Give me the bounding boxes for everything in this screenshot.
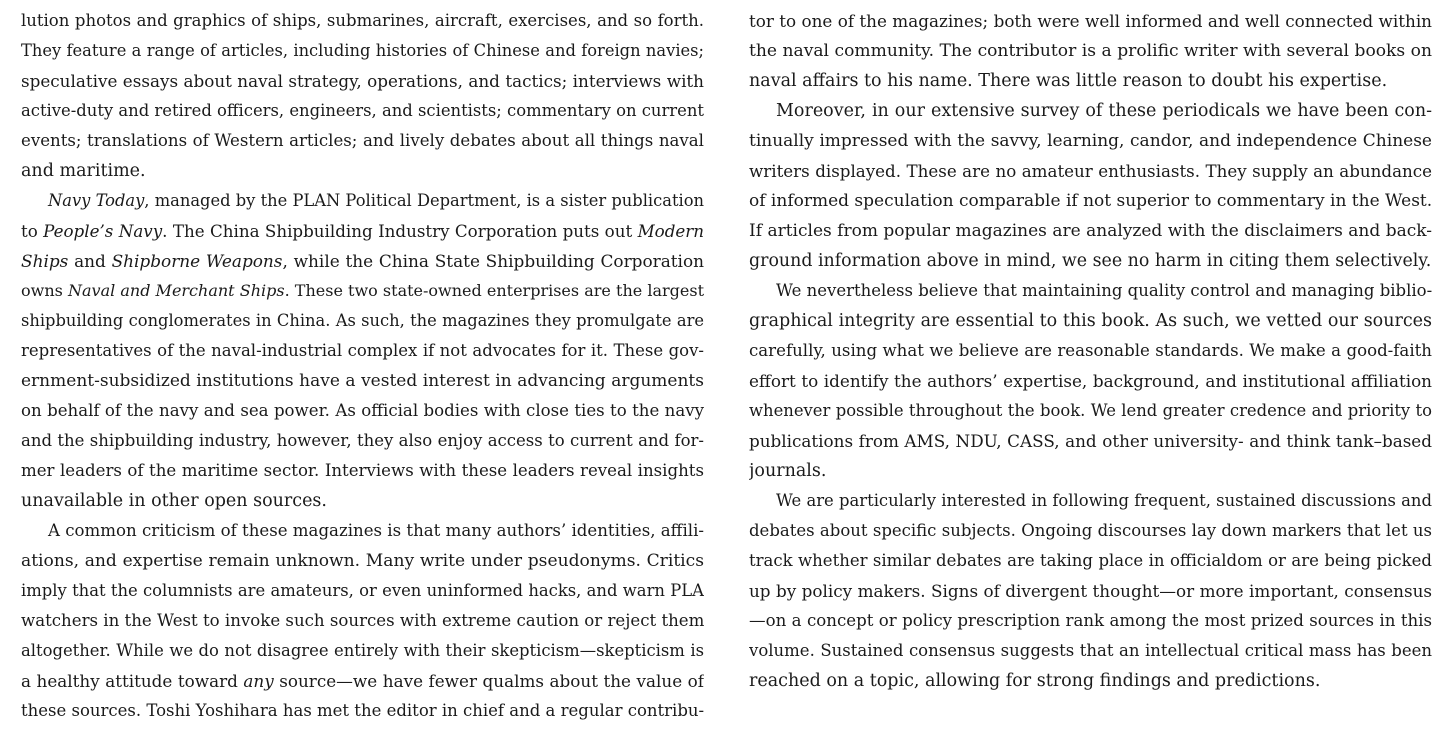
text-segment: unavailable in other open sources. bbox=[21, 491, 327, 511]
text-line bbox=[21, 636, 704, 666]
text-line bbox=[21, 66, 704, 96]
text-segment: They feature a range of articles, including histories of Chinese and foreign navies; bbox=[21, 41, 704, 60]
text-segment: If articles from popular magazines are analyzed with the disclaimers and back- bbox=[749, 221, 1432, 241]
text-segment: publications from AMS, NDU, CASS, and other university- and think tank–based bbox=[749, 431, 1432, 451]
text-line bbox=[21, 486, 704, 516]
text-line bbox=[21, 6, 704, 36]
left-column bbox=[21, 6, 704, 726]
text-segment: a healthy attitude toward bbox=[21, 671, 244, 691]
text-line bbox=[21, 36, 704, 66]
text-segment: . These two state-owned enterprises are the largest bbox=[284, 281, 704, 300]
text-segment: lution photos and graphics of ships, submarines, aircraft, exercises, and so forth. bbox=[21, 11, 704, 30]
text-segment: owns bbox=[21, 281, 68, 300]
text-segment: carefully, using what we believe are reasonable standards. We make a good-faith bbox=[749, 341, 1432, 360]
text-segment: up by policy makers. Signs of divergent thought—or more important, consensus bbox=[749, 581, 1432, 601]
text-segment: and maritime. bbox=[21, 161, 146, 181]
text-segment: , while the China State Shipbuilding Corporation bbox=[282, 251, 704, 271]
text-line bbox=[21, 456, 704, 486]
text-line bbox=[21, 276, 704, 306]
text-line bbox=[749, 336, 1432, 366]
text-line bbox=[749, 516, 1432, 546]
text-line bbox=[749, 546, 1432, 576]
text-line bbox=[749, 396, 1432, 426]
right-column bbox=[749, 6, 1432, 696]
text-line bbox=[749, 426, 1432, 456]
text-line bbox=[21, 306, 704, 336]
text-line bbox=[749, 486, 1432, 516]
text-segment: A common criticism of these magazines is that many authors’ identities, affili- bbox=[48, 521, 704, 540]
text-segment: Moreover, in our extensive survey of these periodicals we have been con- bbox=[776, 101, 1432, 121]
text-line bbox=[749, 246, 1432, 276]
italic-title: Ships bbox=[21, 251, 69, 271]
text-segment: watchers in the West to invoke such sources with extreme caution or reject them bbox=[21, 611, 704, 630]
text-line bbox=[21, 216, 704, 246]
text-segment: . The China Shipbuilding Industry Corporation puts out bbox=[162, 221, 638, 241]
italic-title: Navy Today bbox=[48, 191, 145, 210]
text-line bbox=[749, 126, 1432, 156]
text-line bbox=[21, 606, 704, 636]
text-segment: We are particularly interested in following frequent, sustained discussions and bbox=[776, 491, 1432, 510]
text-line bbox=[21, 366, 704, 396]
text-segment: We nevertheless believe that maintaining quality control and managing biblio- bbox=[776, 281, 1432, 300]
text-line bbox=[21, 126, 704, 156]
text-segment: to bbox=[21, 221, 44, 241]
text-line bbox=[749, 66, 1432, 96]
text-segment: reached on a topic, allowing for strong findings and predictions. bbox=[749, 671, 1321, 691]
text-line bbox=[21, 666, 704, 696]
italic-title: Naval and Merchant Ships bbox=[67, 281, 285, 300]
text-line bbox=[749, 456, 1432, 486]
text-segment: the naval community. The contributor is a prolific writer with several books on bbox=[749, 41, 1432, 61]
text-line bbox=[21, 96, 704, 126]
text-line bbox=[749, 216, 1432, 246]
text-segment: volume. Sustained consensus suggests that an intellectual critical mass has been bbox=[749, 641, 1432, 660]
text-segment: journals. bbox=[749, 461, 827, 481]
text-line bbox=[21, 696, 704, 726]
text-line bbox=[21, 396, 704, 426]
text-segment: events; translations of Western articles; and lively debates about all things naval bbox=[21, 131, 704, 150]
text-segment: representatives of the naval-industrial complex if not advocates for it. These gov- bbox=[21, 341, 704, 360]
text-line bbox=[749, 36, 1432, 66]
text-segment: mer leaders of the maritime sector. Interviews with these leaders reveal insights bbox=[21, 461, 704, 480]
text-segment: shipbuilding conglomerates in China. As such, the magazines they promulgate are bbox=[21, 311, 704, 330]
text-line bbox=[21, 516, 704, 546]
text-segment: effort to identify the authors’ expertise, background, and institutional affiliation bbox=[749, 371, 1432, 391]
text-segment: speculative essays about naval strategy, operations, and tactics; interviews with bbox=[21, 71, 704, 91]
text-segment: writers displayed. These are no amateur enthusiasts. They supply an abundance bbox=[749, 161, 1432, 181]
text-line bbox=[749, 6, 1432, 36]
italic-title: Modern bbox=[637, 221, 704, 241]
text-segment: and the shipbuilding industry, however, they also enjoy access to current and for- bbox=[21, 431, 704, 450]
text-line bbox=[749, 366, 1432, 396]
text-segment: , managed by the PLAN Political Department, is a sister publication bbox=[144, 191, 704, 210]
text-segment: graphical integrity are essential to this book. As such, we vetted our sources bbox=[749, 311, 1432, 331]
text-segment: debates about specific subjects. Ongoing discourses lay down markers that let us bbox=[749, 521, 1432, 540]
text-segment: ground information above in mind, we see no harm in citing them selectively. bbox=[749, 251, 1432, 271]
text-segment: tor to one of the magazines; both were well informed and well connected within bbox=[749, 11, 1432, 31]
text-segment: ernment-subsidized institutions have a vested interest in advancing arguments bbox=[21, 371, 704, 391]
text-line bbox=[21, 246, 704, 276]
text-line bbox=[749, 306, 1432, 336]
text-line bbox=[749, 606, 1432, 636]
text-segment: ations, and expertise remain unknown. Many write under pseudonyms. Critics bbox=[21, 551, 704, 571]
text-segment: source—we have fewer qualms about the value of bbox=[273, 671, 704, 691]
text-segment: naval affairs to his name. There was little reason to doubt his expertise. bbox=[749, 71, 1388, 91]
text-line bbox=[749, 276, 1432, 306]
text-segment: active-duty and retired officers, engineers, and scientists; commentary on current bbox=[21, 101, 704, 120]
italic-title: Shipborne Weapons bbox=[111, 251, 283, 271]
text-segment: of informed speculation comparable if not superior to commentary in the West. bbox=[749, 191, 1432, 211]
text-line bbox=[21, 426, 704, 456]
text-segment: these sources. Toshi Yoshihara has met the editor in chief and a regular contribu- bbox=[21, 701, 704, 720]
text-segment: —on a concept or policy prescription rank among the most prized sources in this bbox=[749, 611, 1432, 630]
text-line bbox=[21, 576, 704, 606]
text-line bbox=[749, 96, 1432, 126]
text-segment: on behalf of the navy and sea power. As official bodies with close ties to the navy bbox=[21, 401, 704, 420]
text-line bbox=[21, 186, 704, 216]
text-segment: imply that the columnists are amateurs, or even uninformed hacks, and warn PLA bbox=[21, 581, 704, 600]
text-segment: track whether similar debates are taking place in officialdom or are being picked bbox=[749, 551, 1432, 570]
text-line bbox=[21, 336, 704, 366]
text-segment: whenever possible throughout the book. We lend greater credence and priority to bbox=[749, 401, 1432, 420]
text-line bbox=[749, 186, 1432, 216]
text-line bbox=[749, 666, 1432, 696]
text-segment: tinually impressed with the savvy, learning, candor, and independence Chinese bbox=[749, 131, 1432, 151]
italic-title: any bbox=[243, 671, 274, 691]
text-line bbox=[21, 546, 704, 576]
text-segment: and bbox=[68, 251, 112, 271]
italic-title: People’s Navy bbox=[43, 221, 163, 241]
text-segment: altogether. While we do not disagree entirely with their skepticism—skepticism is bbox=[21, 641, 704, 660]
text-line bbox=[21, 156, 704, 186]
text-line bbox=[749, 636, 1432, 666]
text-line bbox=[749, 576, 1432, 606]
text-line bbox=[749, 156, 1432, 186]
